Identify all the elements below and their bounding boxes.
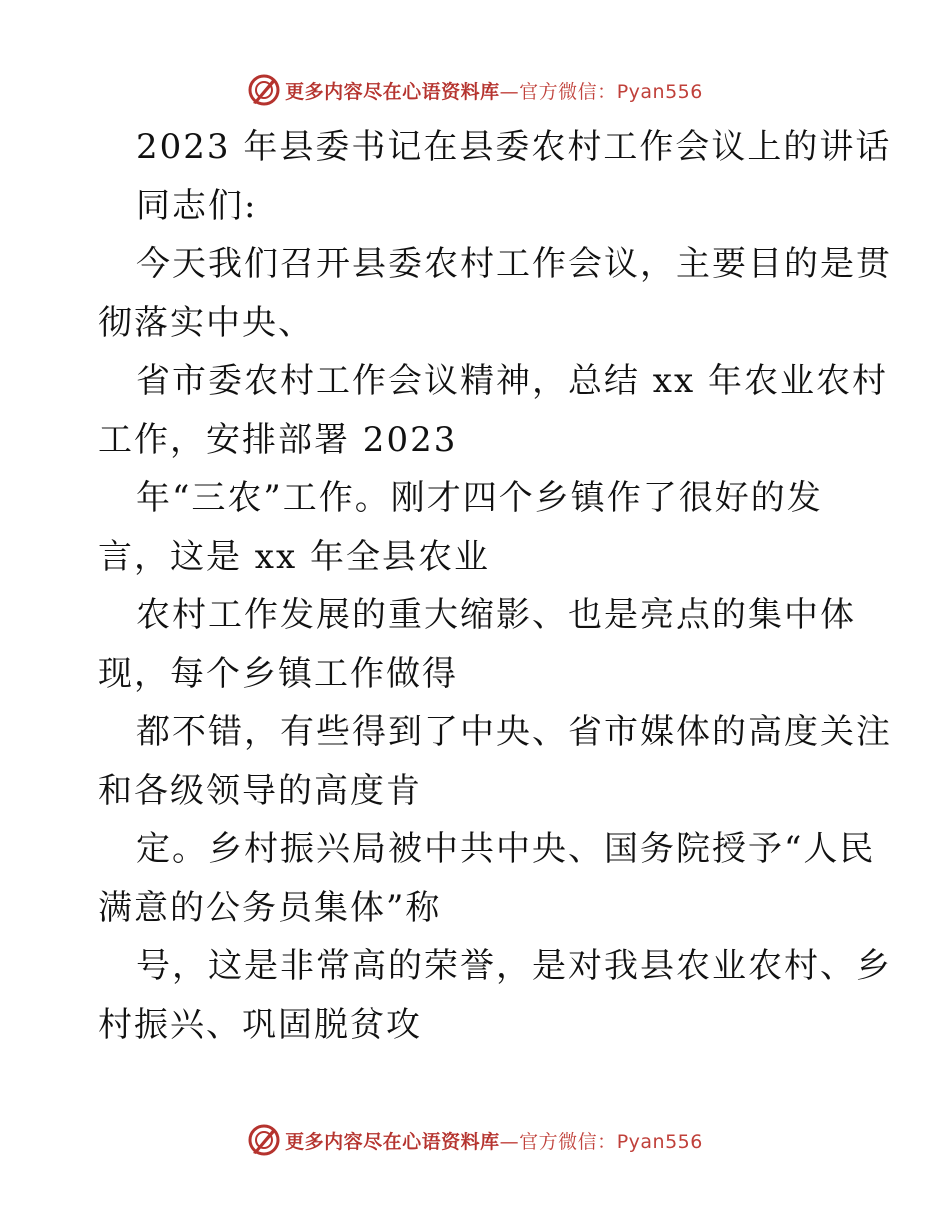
text-line: 和各级领导的高度肯 <box>98 770 422 811</box>
text-line: 满意的公务员集体”称 <box>98 887 442 928</box>
text-line: 村振兴、巩固脱贫攻 <box>98 1004 422 1045</box>
text-line: 都不错，有些得到了中央、省市媒体的高度关注 <box>136 712 892 752</box>
salutation: 同志们: <box>136 185 258 226</box>
text-line: 现，每个乡镇工作做得 <box>98 653 458 694</box>
watermark-text <box>285 1127 703 1154</box>
watermark-wechat-id: Pyan556 <box>616 80 703 103</box>
watermark-text <box>285 77 703 104</box>
watermark-separator: —官方微信： <box>499 80 617 103</box>
document-title: 2023 年县委书记在县委农村工作会议上的讲话 <box>136 127 892 167</box>
watermark-brand: 更多内容尽在心语资料库 <box>285 80 500 103</box>
footer-watermark <box>0 1120 950 1160</box>
text-line: 定。乡村振兴局被中共中央、国务院授予“人民 <box>136 829 876 869</box>
text-line: 号，这是非常高的荣誉，是对我县农业农村、乡 <box>136 946 892 986</box>
document-body <box>98 118 892 1054</box>
text-line: 年“三农”工作。刚才四个乡镇作了很好的发 <box>136 478 823 518</box>
header-watermark <box>0 70 950 110</box>
text-line: 工作，安排部署 2023 <box>98 419 458 460</box>
text-line: 省市委农村工作会议精神，总结 xx 年农业农村 <box>136 361 888 401</box>
text-line: 农村工作发展的重大缩影、也是亮点的集中体 <box>136 595 856 635</box>
text-line: 今天我们召开县委农村工作会议，主要目的是贯 <box>136 244 892 284</box>
watermark-wechat-id: Pyan556 <box>616 1130 703 1153</box>
watermark-separator: —官方微信： <box>499 1130 617 1153</box>
quill-logo-icon <box>247 1123 281 1157</box>
text-line: 言，这是 xx 年全县农业 <box>98 536 490 577</box>
watermark-brand: 更多内容尽在心语资料库 <box>285 1130 500 1153</box>
quill-logo-icon <box>247 73 281 107</box>
text-line: 彻落实中央、 <box>98 302 314 343</box>
